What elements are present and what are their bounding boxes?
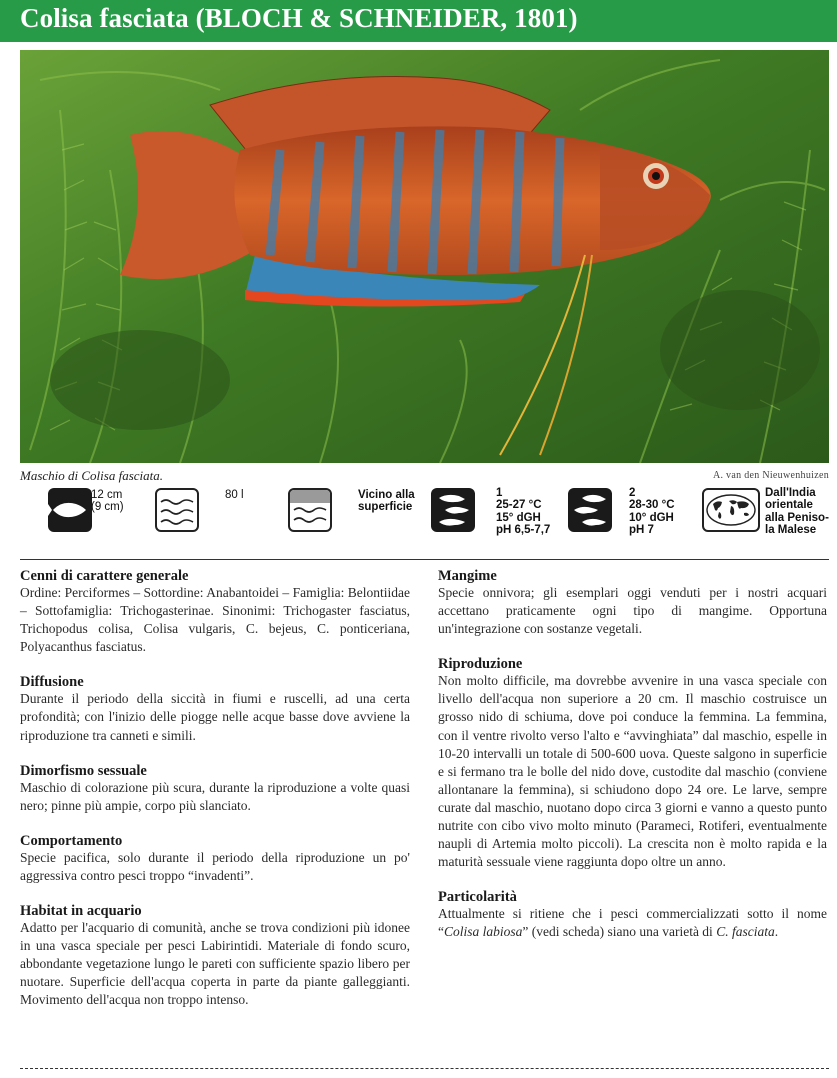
breeding-2-hardness: 10° dGH bbox=[629, 511, 674, 524]
fish-illustration bbox=[20, 50, 829, 463]
section-distribution bbox=[20, 674, 410, 744]
species-authority: (BLOCH & SCHNEIDER, 1801) bbox=[195, 3, 578, 33]
breeding-2-label bbox=[629, 487, 675, 536]
swim-zone-line2: superficie bbox=[358, 501, 413, 514]
page-title bbox=[20, 3, 578, 34]
breeding-1-label bbox=[496, 487, 550, 536]
origin-line1: Dall'India bbox=[765, 487, 816, 499]
section-heading: Cenni di carattere generale bbox=[20, 568, 189, 584]
divider-top bbox=[20, 559, 829, 560]
section-body: Specie onnivora; gli esemplari oggi venduti per i nostri acquari accettano praticamente ogni tipo di mangime. Opportuna un'integrazione con sostanze vegetali. bbox=[438, 585, 827, 637]
section-body: Durante il periodo della siccità in fiumi e ruscelli, ad una certa profondità; con l'inizio delle piogge nelle acque basse dove avviene la riproduzione tra canneti e simili. bbox=[20, 691, 410, 743]
section-general bbox=[20, 568, 410, 656]
breeding-2-temp: 28-30 °C bbox=[629, 499, 675, 512]
origin-line2: orientale bbox=[765, 499, 813, 512]
section-body: Maschio di colorazione più scura, durante la riproduzione a volte quasi nero; pinne più ampie, corpo più slanciato. bbox=[20, 779, 410, 813]
section-food bbox=[438, 568, 827, 638]
photo-credit: A. van den Nieuwenhuizen bbox=[712, 470, 829, 481]
section-body: Non molto difficile, ma dovrebbe avvenire in una vasca speciale con livello dell'acqua non superiore a 20 cm. Il maschio costruisce un grosso nido di schiuma, dove poi conduce la femmina. La femmina, con il ventre rivolto verso l'alto e “avvinghiata” dal maschio, espelle in 10-20 intervalli un totale di 500-600 uova. Queste salgono in superficie e si fermano tra le bolle del nido dove, custodite dal maschio (conviene allontanare la femmina), si schiudono dopo 24 ore. Le larve, sempre curate dal maschio, nuotano dopo circa 3 giorni e vanno a questo punto nutrite con cibo vivo molto minuto (Parameci, Rotiferi, eventualmente naupli di Artemia molto piccoli). La crescita non è molto rapida e la maturità sessuale viene raggiunta dopo oltre un anno. bbox=[438, 673, 827, 870]
section-sexual-dimorphism bbox=[20, 763, 410, 815]
section-reproduction bbox=[438, 656, 827, 871]
fish-photo bbox=[20, 50, 829, 463]
section-body: Specie pacifica, solo durante il periodo della riproduzione un po' aggressiva contro pesci troppo “invadenti”. bbox=[20, 849, 410, 883]
fish-size-icon bbox=[48, 488, 92, 532]
caption-row bbox=[20, 468, 829, 486]
notes-species-italic-2: C. fasciata bbox=[716, 924, 775, 940]
notes-text-2: ” (vedi scheda) siano una varietà di bbox=[522, 924, 717, 940]
section-aquarium-habitat bbox=[20, 903, 410, 1009]
swim-zone-icon bbox=[288, 488, 332, 532]
breeding-1-hardness: 15° dGH bbox=[496, 511, 541, 524]
title-bar bbox=[0, 0, 837, 42]
breeding-1-ph: pH 6,5-7,7 bbox=[496, 523, 551, 536]
section-body bbox=[438, 905, 827, 941]
section-body: Ordine: Perciformes – Sottordine: Anabantoidei – Famiglia: Belontiidae – Sottofamiglia: Trichogasterinae. Sinonimi: Trichogaster fasciatus, Trichopodus colisa, Colisa vulgaris, C. bejeus, C. ponticeriana, Polyacanthus fasciatus. bbox=[20, 585, 410, 655]
origin-line3: alla Peniso- bbox=[765, 511, 829, 524]
info-icons-row bbox=[20, 485, 837, 547]
origin-label bbox=[765, 487, 829, 536]
section-heading: Habitat in acquario bbox=[20, 903, 142, 920]
breeding-1-number: 1 bbox=[496, 487, 503, 499]
section-heading: Dimorfismo sessuale bbox=[20, 762, 147, 779]
section-notes bbox=[438, 889, 827, 941]
left-column bbox=[20, 568, 410, 1010]
breeding-2-number: 2 bbox=[629, 487, 636, 499]
section-heading: Particolarità bbox=[438, 889, 517, 906]
volume-label: 80 l bbox=[225, 489, 244, 501]
world-map-icon bbox=[702, 488, 760, 532]
tank-volume-icon bbox=[155, 488, 199, 532]
photo-caption: Maschio di Colisa fasciata. bbox=[20, 468, 163, 483]
size-label bbox=[91, 489, 124, 514]
notes-text-1: Attualmente si ritiene che i pesci commercializzati sotto il nome “ bbox=[438, 906, 827, 940]
right-column bbox=[438, 568, 827, 942]
swim-zone-line1: Vicino alla bbox=[358, 489, 415, 501]
breeding-2-ph: pH 7 bbox=[629, 523, 654, 536]
size-aquarium: (9 cm) bbox=[91, 501, 124, 514]
section-heading: Comportamento bbox=[20, 832, 123, 849]
breeding-icon-2 bbox=[568, 488, 612, 532]
section-heading: Riproduzione bbox=[438, 656, 523, 673]
divider-bottom bbox=[20, 1068, 829, 1069]
section-behaviour bbox=[20, 833, 410, 885]
notes-species-italic: Colisa labiosa bbox=[444, 924, 523, 940]
section-body: Adatto per l'acquario di comunità, anche se trova condizioni più idonee in una vasca speciale per pesci Labirintidi. Materiale di fondo scuro, abbondante vegetazione lungo le pareti con sufficiente spazio libero per nuotare. Superficie dell'acqua coperta in parte da piante galleggianti. Movimento dell'acqua non troppo intenso. bbox=[20, 920, 410, 1008]
notes-text-3: . bbox=[774, 924, 779, 940]
species-name: Colisa fasciata bbox=[20, 3, 189, 33]
swim-zone-label bbox=[358, 489, 415, 514]
section-heading: Mangime bbox=[438, 568, 497, 584]
origin-line4: la Malese bbox=[765, 523, 817, 536]
breeding-1-temp: 25-27 °C bbox=[496, 499, 542, 512]
breeding-icon-1 bbox=[431, 488, 475, 532]
size-adult: 12 cm bbox=[91, 489, 123, 501]
section-heading: Diffusione bbox=[20, 674, 84, 691]
